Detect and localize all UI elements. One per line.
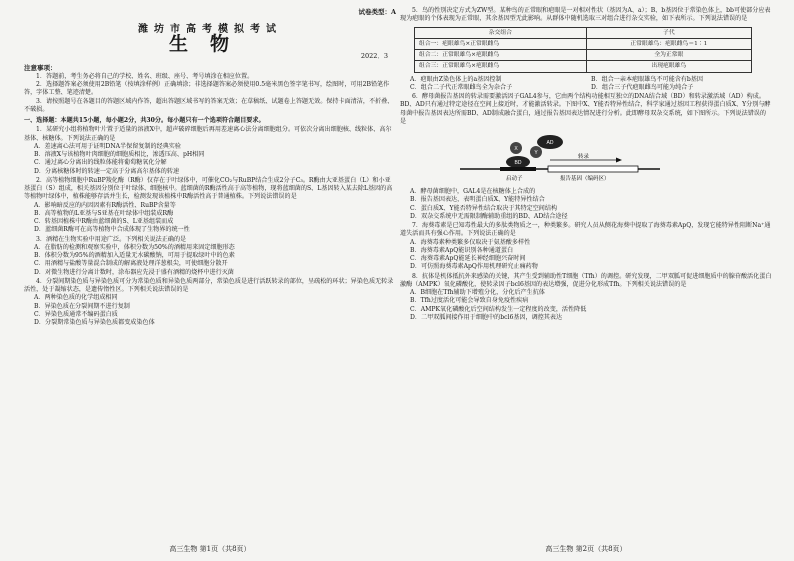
two-hybrid-diagram	[400, 128, 772, 186]
option-d: D．二甲双胍间接作用于细胞中的bcl6基因，调控其表达	[410, 313, 563, 321]
option-b: B．溶液X与该植物叶肉细胞的细胞质相比，渗透压高、pH相同	[34, 151, 205, 158]
table-cell: 正常眼雄鸟：疤眼雌鸟＝1∶1	[586, 38, 751, 49]
question-stem: 5．鸟的性别决定方式为ZW型。某种鸟的正常眼和疤眼是一对相对性状（基因为A、a）；B、b基因位于常染色体上，bb可使部分应表现为疤眼的个体表现为正常眼，其余基因型无此影响。从群体中随机选取三对组合进行杂交实验，如下表所示。下列说法错误的是	[400, 7, 771, 23]
option-b: B．异染色质在分裂间期不进行复制	[34, 302, 130, 310]
question-stem: 7．海葵毒素是已知毒性最大的多肽类物质之一，种类繁多。研究人员从侧花海葵中提取了海葵毒素ApQ，发现它能特异性阻断Na⁺通道失活而具有强心作用。下列说法正确的是	[400, 222, 771, 238]
y-label: Y	[534, 150, 538, 156]
two-hybrid-svg	[400, 128, 772, 186]
option-a: A．疤眼由Z染色体上的a基因控制	[410, 75, 502, 83]
option-c: C．异染色质通常不编码蛋白质	[34, 310, 118, 318]
question-2	[24, 177, 396, 235]
question-5	[400, 7, 772, 92]
option-a: A．B细胞在Tfh辅助下增殖分化，分化后产生抗体	[410, 289, 545, 296]
option-a: A．海葵毒素种类繁多仅取决于氨基酸多样性	[410, 238, 531, 246]
question-stem: 6．酵母菌报告基因的转录需要激活因子GAL4参与，它由两个结构功能相互独立的DNA结合域（BD）和转录激活域（AD）构成。BD、AD只有通过特定途径在空间上接近时，才能激活转录。下图中X、Y能否特异性结合，科学家通过基因工程获得蛋白质X、Y分别与酵母菌中报告基因表达所需BD、AD制成融合蛋白，通过报告基因表达情况进行分析。此即酵母双杂交系统，如下图所示。下列说法错误的是	[400, 93, 771, 125]
option-b: B．组合一亲本疤眼雄鸟不可能含有b基因	[591, 75, 703, 83]
option-a: A．差速离心法可用于证明DNA半保留复制的经典实验	[34, 142, 181, 150]
option-a: A．酵母菌细胞中，GAL4是在核糖体上合成的	[410, 188, 536, 195]
option-d: D．双杂交系统中无需限制酶辅助重组的BD、AD结合途径	[410, 212, 568, 220]
ad-label: AD	[546, 140, 554, 146]
promoter-block	[500, 167, 536, 171]
option-d: D．蓝细菌R酶可在高等植物中合成体现了生物界的统一性	[34, 226, 190, 234]
subject-title: 生物	[168, 33, 251, 56]
option-d: D．可仿照海葵毒素ApQ作用机理研究止痛药物	[410, 263, 538, 271]
question-6	[400, 93, 772, 221]
question-7	[400, 222, 772, 272]
option-a: A．影响暗反应的内因因素有R酶活性、RuBP含量等	[34, 201, 176, 209]
table-row	[415, 38, 752, 49]
option-c: C．AMPK氧化磷酸化后空间结构发生一定程度的改变，活性降低	[410, 305, 587, 313]
question-stem: 8．抗体是机体抵抗外来感染的关键，其产生受到辅助性T细胞（Tfh）的调控。研究发现，二甲双胍可促进细胞质中的腺苷酸活化蛋白激酶（AMPK）氧化磷酸化，使转录因子bcl6基因的表达增强，促进分化形成Tfh。下列相关说法错误的是	[400, 272, 772, 288]
option-b: B．体积分数为95%的酒精加入适量无水碳酸钠，可用于提取绿叶中的色素	[34, 252, 235, 259]
notice-item: 2．选择题答案必须使用2B铅笔（按填涂样例）正确填涂；非选择题答案必须使用0.5毫米黑色签字笔书写，绘图时，可用2B铅笔作答，字体工整、笔迹清楚。	[24, 81, 390, 97]
notice-item: 1．答题前，考生务必将自己的学校、姓名、班级、座号、考号填涂在相应位置。	[36, 72, 254, 80]
transcription-arrow-head	[616, 158, 622, 163]
transcription-label: 转录	[578, 154, 590, 160]
table-header: 子代	[586, 27, 751, 38]
option-d: D．对微生物进行分离计数时，涂布器应先浸于盛有酒精的烧杯中进行灭菌	[34, 268, 234, 276]
option-b: B．报告基因表达，表明蛋白质X、Y能特异性结合	[410, 196, 545, 204]
bd-label: BD	[514, 160, 522, 166]
page-footer: 高三生物 第1页（共8页）	[169, 545, 251, 553]
option-b: B．Tfh过度活化可能会导致自身免疫性疾病	[410, 297, 529, 305]
option-c: C．通过离心分离出的线粒体能将葡萄糖氧化分解	[34, 159, 167, 167]
table-cell: 出现疤眼雄鸟	[586, 61, 751, 72]
table-row	[415, 50, 752, 61]
question-stem: 4．分裂间期染色质与异染色质可分为常染色质和异染色质两部分，常染色质是进行活跃转录的部位，呈疏松的环状；异染色质无转录活性，处于凝缩状态，是遗传惰性区。下列相关说法错误的是	[24, 277, 394, 293]
reporter-gene-label: 报告基因（编码区）	[560, 176, 610, 182]
notice-item: 3．请按照题号在各题目的答题区域内作答，超出答题区域书写的答案无效；在草稿纸、试题卷上答题无效。保持卡面清洁，不折叠、不破损。	[24, 97, 394, 113]
option-c: C．用酒精与盐酸等量混合制成的解离液处理洋葱根尖，可使细胞分散开	[34, 260, 228, 268]
page-2	[400, 6, 772, 554]
table-cell: 组合一：疤眼雄鸟×正常眼雌鸟	[415, 38, 587, 49]
option-b: B．高等植物的L亚基与S亚基在叶绿体中组装成R酶	[34, 209, 174, 217]
reporter-gene-block	[548, 166, 638, 172]
x-label: X	[514, 146, 518, 152]
option-d: D．组合三子代疤眼雌鸟可能为纯合子	[591, 83, 694, 91]
option-d: D．分离核糖体时的转速一定高于分离高尔基体的转速	[34, 167, 180, 175]
option-c: C．海葵毒素ApQ能延长神经细胞兴奋时间	[410, 255, 526, 262]
table-header: 杂交组合	[415, 27, 587, 38]
option-d: D．分裂期常染色质与异染色质都变成染色体	[34, 319, 155, 326]
question-stem: 3．酒精在生物实验中用途广泛。下列相关说法正确的是	[36, 235, 187, 243]
notice-title: 注意事项：	[24, 63, 57, 72]
table-cell: 全为正常眼	[586, 50, 751, 61]
question-4	[24, 278, 396, 328]
promoter-label: 启动子	[506, 176, 523, 182]
option-c: C．组合二子代正常眼雌鸟全为杂合子	[410, 83, 513, 91]
page-footer: 高三生物 第2页（共8页）	[545, 545, 627, 553]
question-1	[24, 126, 396, 176]
table-row	[415, 61, 752, 72]
section-heading: 一、选择题：本题共15小题，每小题2分，共30分。每小题只有一个选项符合题目要求。	[24, 117, 265, 124]
exam-type-label: 试卷类型：A	[358, 8, 396, 16]
option-c: C．转基因植株中R酶由蓝细菌的S、L亚基组装而成	[34, 218, 174, 225]
cross-table	[414, 27, 752, 73]
exam-date: 2022．3	[360, 51, 388, 60]
table-cell: 组合三：正常眼雄鸟×疤眼雌鸟	[415, 61, 587, 72]
exam-title: 潍坊市高考模拟考试	[138, 24, 282, 35]
question-3	[24, 236, 396, 277]
option-c: C．蛋白质X、Y能否特异性结合取决于其特定空间结构	[410, 204, 558, 212]
option-a: A．在脂肪的检测和观察实验中，体积分数为50%的酒精用来固定细胞形态	[34, 243, 235, 251]
question-stem: 2．高等植物细胞中RuBP羧化酶（R酶）仅存在于叶绿体中，可催化CO₂与RuBP结合生成2分子C₃。R酶由大亚基蛋白（L）和小亚基蛋白（S）组成，相关基因分别位于叶绿体、细胞核中。蓝细菌的R酶活性高于高等植物，现将蓝细菌的S、L基因转入某去除L基因的高等植物叶绿体中，植株能够存活并生长，检测发现该植株中R酶活性高于普通植株。下列说法错误的是	[24, 176, 393, 201]
option-b: B．海葵毒素ApQ能识别各种通道蛋白	[410, 246, 514, 254]
table-cell: 组合二：正常眼雄鸟×疤眼雌鸟	[415, 50, 587, 61]
option-a: A．两种染色质的化学组成相同	[34, 294, 118, 302]
page-1	[24, 6, 396, 554]
question-8	[400, 273, 772, 323]
question-stem: 1．某研究小组将植物叶片置于适量的溶液X中，超声破碎细胞后再用差速离心法分离细胞组分。可依次分离出细胞核、线粒体、高尔基体、核糖体。下列说法正确的是	[24, 126, 392, 142]
